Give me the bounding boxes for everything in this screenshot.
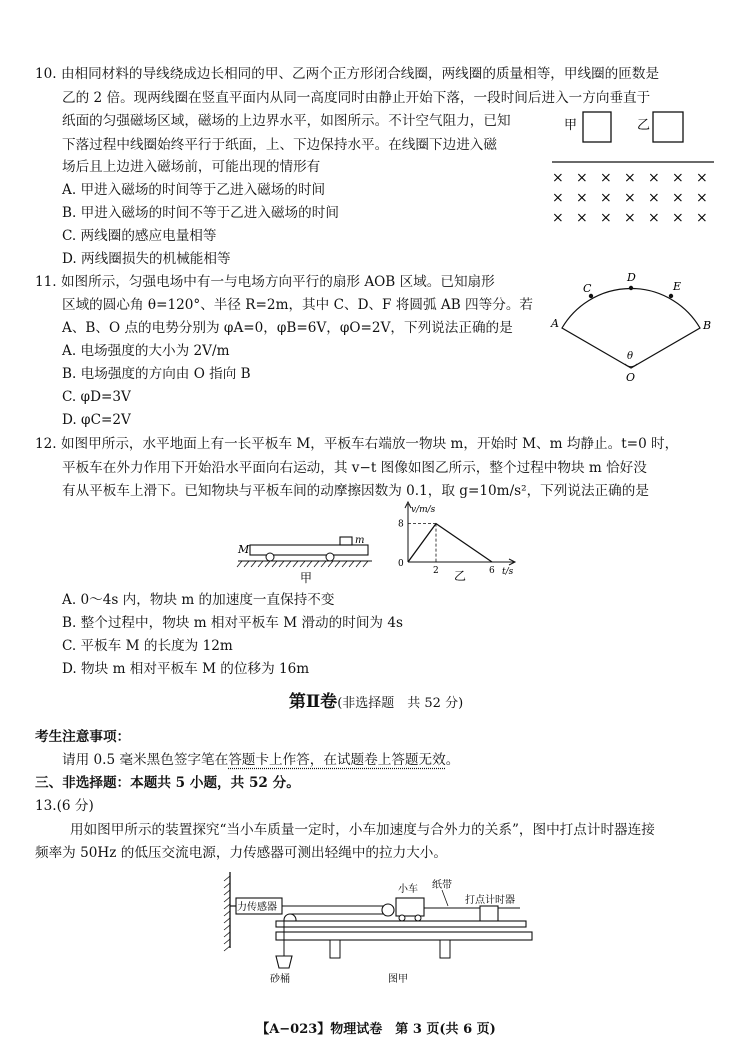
q10-label-jia: 甲 (564, 118, 578, 133)
q13-table (276, 932, 532, 940)
hatch-line (328, 561, 333, 567)
vt-series-line (408, 524, 492, 562)
hatch-line (293, 561, 298, 567)
q13-timer (480, 906, 498, 922)
q10-option-c: C. 两线圈的感应电量相等 (62, 228, 217, 244)
q12-wheel-left (266, 553, 274, 561)
q10-line-3: 纸面的匀强磁场区域，磁场的上边界水平，如图所示。不计空气阻力，已知 (62, 113, 511, 129)
q10-line-4: 下落过程中线圈始终平行于纸面，上、下边保持水平。在线圈下边进入磁 (62, 137, 497, 153)
q11-label-d: D (627, 271, 636, 284)
field-cross-mark: × (672, 170, 684, 186)
field-cross-mark: × (600, 210, 612, 226)
q12-line-3: 有从平板车上滑下。已知物块与平板车间的动摩擦因数为 0.1，取 g=10m/s²，下列说法正确的是 (62, 483, 649, 499)
q13-cart (396, 898, 424, 916)
part3-heading: 三、非选择题：本题共 5 小题，共 52 分。 (35, 775, 300, 791)
field-cross-mark: × (552, 210, 564, 226)
q13-cart-wheel-2 (415, 915, 421, 921)
q12-option-a: A. 0～4s 内，物块 m 的加速度一直保持不变 (62, 592, 335, 608)
q10-option-d: D. 两线圈损失的机械能相等 (62, 251, 231, 267)
field-cross-mark: × (648, 170, 660, 186)
field-cross-mark: × (576, 210, 588, 226)
q10-option-a: A. 甲进入磁场的时间等于乙进入磁场的时间 (62, 182, 326, 198)
hatch-line (363, 561, 368, 567)
page-footer: 【A−023】物理试卷 第 3 页(共 6 页) (256, 1022, 496, 1037)
q11-option-a: A. 电场强度的大小为 2V/m (62, 343, 230, 359)
q13-header: 13.(6 分) (35, 798, 94, 814)
field-cross-mark: × (624, 170, 636, 186)
notice-text-prefix: 请用 0.5 毫米黑色签字笔在 (62, 752, 229, 768)
field-cross-mark: × (696, 210, 708, 226)
q13-figure-caption: 图甲 (388, 974, 408, 985)
hatch-line (224, 918, 230, 923)
vt-x-tick-label: 6 (489, 566, 495, 576)
field-cross-mark: × (672, 190, 684, 206)
q11-line-2: 区域的圆心角 θ=120°、半径 R=2m，其中 C、D、F 将圆弧 AB 四等分。若 (62, 297, 534, 313)
vt-x-tick-label: 2 (433, 566, 439, 576)
q11-angle-arc (625, 364, 637, 367)
q12-line-1: 12. 如图甲所示，水平地面上有一长平板车 M，平板车右端放一物块 m，开始时 M、m 均静止。t=0 时， (35, 436, 679, 452)
q13-line-1: 用如图甲所示的装置探究“当小车质量一定时，小车加速度与合外力的关系”，图中打点计时器连接 (70, 822, 655, 838)
q12-option-b: B. 整个过程中，物块 m 相对平板车 M 滑动的时间为 4s (62, 615, 403, 631)
section-title-sub: (非选择题 共 52 分) (337, 696, 464, 711)
q13-pulley-right (382, 904, 394, 916)
q13-tape-label: 纸带 (432, 880, 452, 891)
q12-label-big-m: M (238, 543, 250, 556)
hatch-line (272, 561, 277, 567)
hatch-line (251, 561, 256, 567)
field-cross-mark: × (624, 190, 636, 206)
q10-line-2: 乙的 2 倍。现两线圈在竖直平面内从同一高度同时由静止开始下落，一段时间后进入一方向垂直于 (62, 90, 651, 106)
section-title (0, 690, 752, 716)
hatch-line (224, 911, 230, 916)
hatch-line (224, 904, 230, 909)
hatch-line (258, 561, 263, 567)
hatch-line (279, 561, 284, 567)
q13-tape-pointer (442, 890, 448, 906)
hatch-line (224, 897, 230, 902)
q13-cart-wheel-1 (399, 915, 405, 921)
hatch-line (224, 883, 230, 888)
q13-wall-hatching (224, 876, 230, 951)
hatch-line (349, 561, 354, 567)
q10-coil-yi (653, 112, 683, 142)
q10-field-marks (552, 170, 708, 226)
field-cross-mark: × (696, 190, 708, 206)
hatch-line (224, 876, 230, 881)
q12-caption-jia: 甲 (300, 571, 313, 585)
q11-option-c: C. φD=3V (62, 389, 131, 405)
q11-figure (545, 268, 725, 388)
q13-line-2: 频率为 50Hz 的低压交流电源，力传感器可测出轻绳中的拉力大小。 (35, 845, 447, 861)
hatch-line (342, 561, 347, 567)
q13-force-sensor-label: 力传感器 (237, 902, 277, 913)
q11-label-c: C (583, 282, 592, 295)
field-cross-mark: × (624, 210, 636, 226)
q13-cart-label: 小车 (398, 884, 418, 895)
field-cross-mark: × (576, 170, 588, 186)
hatch-line (265, 561, 270, 567)
q11-line-3: A、B、O 点的电势分别为 φA=0，φB=6V，φO=2V，下列说法正确的是 (62, 320, 513, 336)
hatch-line (224, 939, 230, 944)
q11-option-b: B. 电场强度的方向由 O 指向 B (62, 366, 251, 382)
hatch-line (224, 925, 230, 930)
q12-label-small-m: m (355, 535, 365, 546)
q12-wheel-right (326, 553, 334, 561)
q11-label-e: E (673, 280, 682, 293)
chart-caption: 乙 (454, 569, 467, 583)
q10-option-b: B. 甲进入磁场的时间不等于乙进入磁场的时间 (62, 205, 339, 221)
q10-line-1: 10. 由相同材料的导线绕成边长相同的甲、乙两个正方形闭合线圈，两线圈的质量相等，甲线圈的匝数是 (35, 66, 660, 82)
hatch-line (237, 561, 242, 567)
q12-option-c: C. 平板车 M 的长度为 12m (62, 638, 233, 654)
q11-label-o: O (626, 371, 636, 384)
q11-line-1: 11. 如图所示，匀强电场中有一与电场方向平行的扇形 AOB 区域。已知扇形 (35, 274, 495, 290)
field-cross-mark: × (600, 170, 612, 186)
hatch-line (244, 561, 249, 567)
field-cross-mark: × (648, 210, 660, 226)
hatch-line (314, 561, 319, 567)
hatch-line (224, 890, 230, 895)
hatch-line (307, 561, 312, 567)
hatch-line (224, 946, 230, 951)
field-cross-mark: × (648, 190, 660, 206)
notice-text (62, 750, 459, 770)
q11-label-theta: θ (627, 351, 634, 362)
vt-y-tick-label: 8 (398, 519, 404, 530)
q11-label-b: B (703, 319, 712, 332)
hatch-line (286, 561, 291, 567)
q13-bucket-label: 砂桶 (270, 974, 290, 985)
q12-line-2: 平板车在外力作用下开始沿水平面向右运动，其 v−t 图像如图乙所示，整个过程中物块 m 恰好没 (62, 460, 647, 476)
q13-table-leg-right (440, 940, 450, 958)
field-cross-mark: × (576, 190, 588, 206)
q13-board (276, 921, 526, 927)
hatch-line (224, 932, 230, 937)
notice-text-dotted: 答题卡上作答，在试题卷上答题无效 (228, 752, 446, 768)
notice-heading: 考生注意事项： (35, 729, 131, 745)
q10-coil-jia (583, 112, 611, 142)
hatch-line (335, 561, 340, 567)
chart-origin-label: 0 (398, 559, 404, 569)
q10-line-5: 场后且上边进入磁场前，可能出现的情形有 (62, 159, 321, 175)
q13-sand-bucket (276, 956, 292, 968)
q10-figure (548, 108, 723, 233)
vt-block-line (408, 524, 436, 562)
field-cross-mark: × (672, 210, 684, 226)
q11-label-a: A (551, 317, 559, 330)
q12-ground-hatching (237, 561, 368, 567)
q11-option-d: D. φC=2V (62, 412, 131, 428)
hatch-line (300, 561, 305, 567)
field-cross-mark: × (600, 190, 612, 206)
q11-point-d (629, 286, 633, 290)
q10-label-yi: 乙 (637, 118, 651, 133)
field-cross-mark: × (552, 170, 564, 186)
q12-option-d: D. 物块 m 相对平板车 M 的位移为 16m (62, 661, 310, 677)
chart-x-label: t/s (502, 567, 514, 577)
hatch-line (321, 561, 326, 567)
section-title-main: 第Ⅱ卷 (288, 692, 338, 712)
notice-text-suffix: 。 (445, 752, 460, 768)
hatch-line (356, 561, 361, 567)
q12-block (340, 537, 352, 545)
q13-table-leg-left (330, 940, 340, 958)
field-cross-mark: × (696, 170, 708, 186)
q11-point-e (669, 294, 673, 298)
q13-figure (210, 868, 540, 988)
chart-y-label: v/m/s (411, 505, 436, 515)
q13-timer-label: 打点计时器 (465, 895, 515, 906)
q12-vt-chart (390, 500, 520, 585)
field-cross-mark: × (552, 190, 564, 206)
q12-figure-jia (234, 526, 374, 586)
